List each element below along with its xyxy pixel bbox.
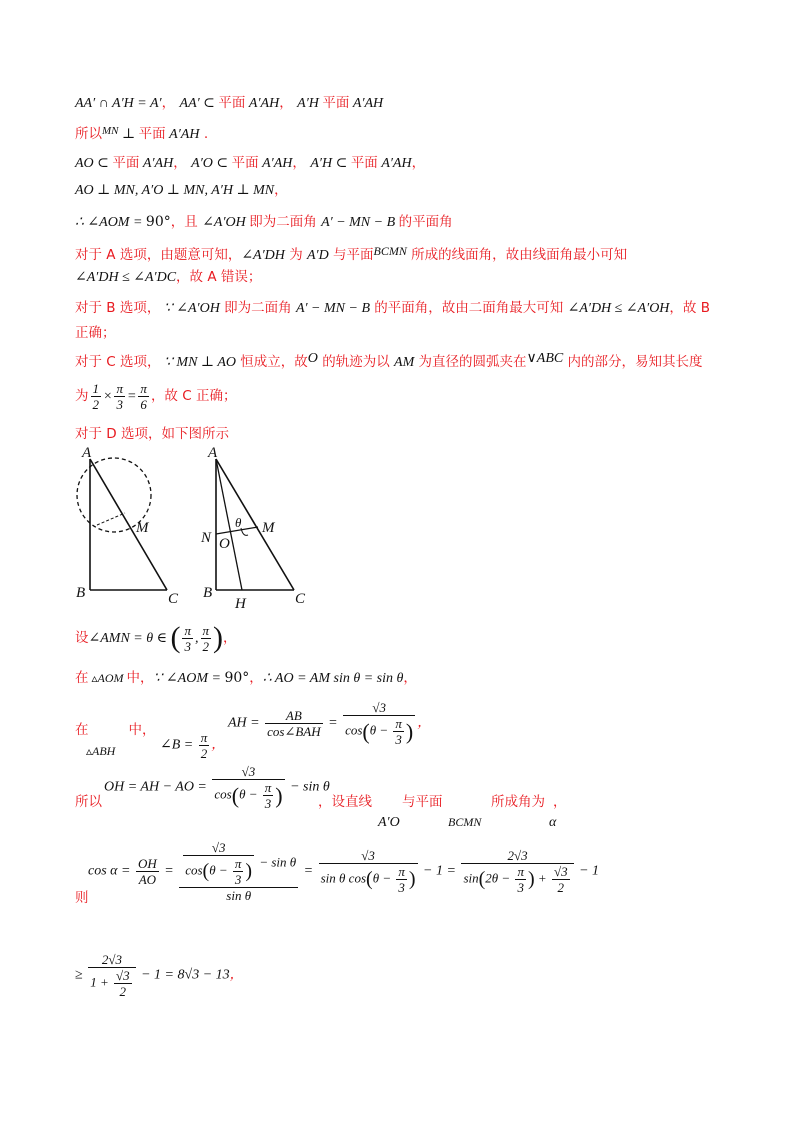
- label-C2: C: [295, 591, 306, 607]
- geometry-figures: [70, 445, 340, 610]
- right-figure: [200, 445, 306, 610]
- line-1: AA′ ∩ A′H = A′， AA′ ⊂ 平面 A′AH， A′H 平面 A′AH: [75, 95, 384, 111]
- label-B2: B: [203, 585, 213, 601]
- label-A2: A: [208, 445, 218, 461]
- line-6: 对于 A 选项，由题意可知，∠A′DH 为 A′D 与平面BCMN 所成的线面角，故由线面角最小可知: [75, 244, 628, 263]
- line-11: 为 $\frac{1}{2}$ × $\frac{\pi}{3}$ = $\frac{\pi}{6}$ ，故 C 正确；: [75, 381, 237, 413]
- label-O: O: [219, 536, 230, 552]
- label-theta: θ: [235, 515, 242, 530]
- line-12: 对于 D 选项，如下图所示: [75, 426, 229, 442]
- label-B: B: [76, 585, 86, 601]
- line-15: 在 中，: [75, 722, 156, 738]
- line-16: 所以: [75, 794, 102, 810]
- line-13: 设∠AMN = θ ∈ ( $\frac{\pi}{3}$ , $\frac{\pi}{2}$ )，: [75, 621, 237, 655]
- label-H: H: [235, 596, 246, 610]
- line-2: 所以$^{MN}$ ⊥ 平面 A′AH .: [75, 125, 209, 142]
- line-10: 对于 C 选项， ∵ MN ⊥ AO 恒成立，故O 的轨迹为以 AM 为直径的圆弧夹在∨ABC 内的部分，易知其长度: [75, 351, 703, 370]
- line-18: ≥ 2√3 1 + $\frac{√3}{2}$ − 1 = 8√3 − 13，: [75, 952, 244, 999]
- line-4: AO ⊥ MN, A′O ⊥ MN, A′H ⊥ MN，: [75, 182, 288, 198]
- line-9: 正确；: [75, 325, 116, 341]
- line-8: 对于 B 选项， ∵ ∠A′OH 即为二面角 A′ − MN − B 的平面角，故由二面角最大可知 ∠A′DH ≤ ∠A′OH，故 B: [75, 300, 710, 316]
- left-figure: [76, 445, 179, 607]
- line-3: AO ⊂ 平面 A′AH， A′O ⊂ 平面 A′AH， A′H ⊂ 平面 A′AH，: [75, 155, 426, 171]
- line-17: 则: [75, 890, 89, 906]
- line-5: ∴ ∠AOM = 90°，且 ∠A′OH 即为二面角 A′ − MN − B 的平面角: [75, 214, 453, 230]
- label-M: M: [136, 520, 149, 536]
- line-7: ∠A′DH ≤ ∠A′DC，故 A 错误；: [75, 269, 262, 285]
- dashed-chord: [97, 513, 125, 525]
- label-N: N: [201, 530, 212, 546]
- segment-AC: [90, 459, 167, 590]
- label-A: A: [82, 445, 92, 461]
- line-14: 在 ▵AOM 中，∵ ∠AOM = 90°，∴ AO = AM sin θ = sin θ，: [75, 670, 417, 686]
- label-M2: M: [262, 520, 275, 536]
- label-C: C: [168, 591, 179, 607]
